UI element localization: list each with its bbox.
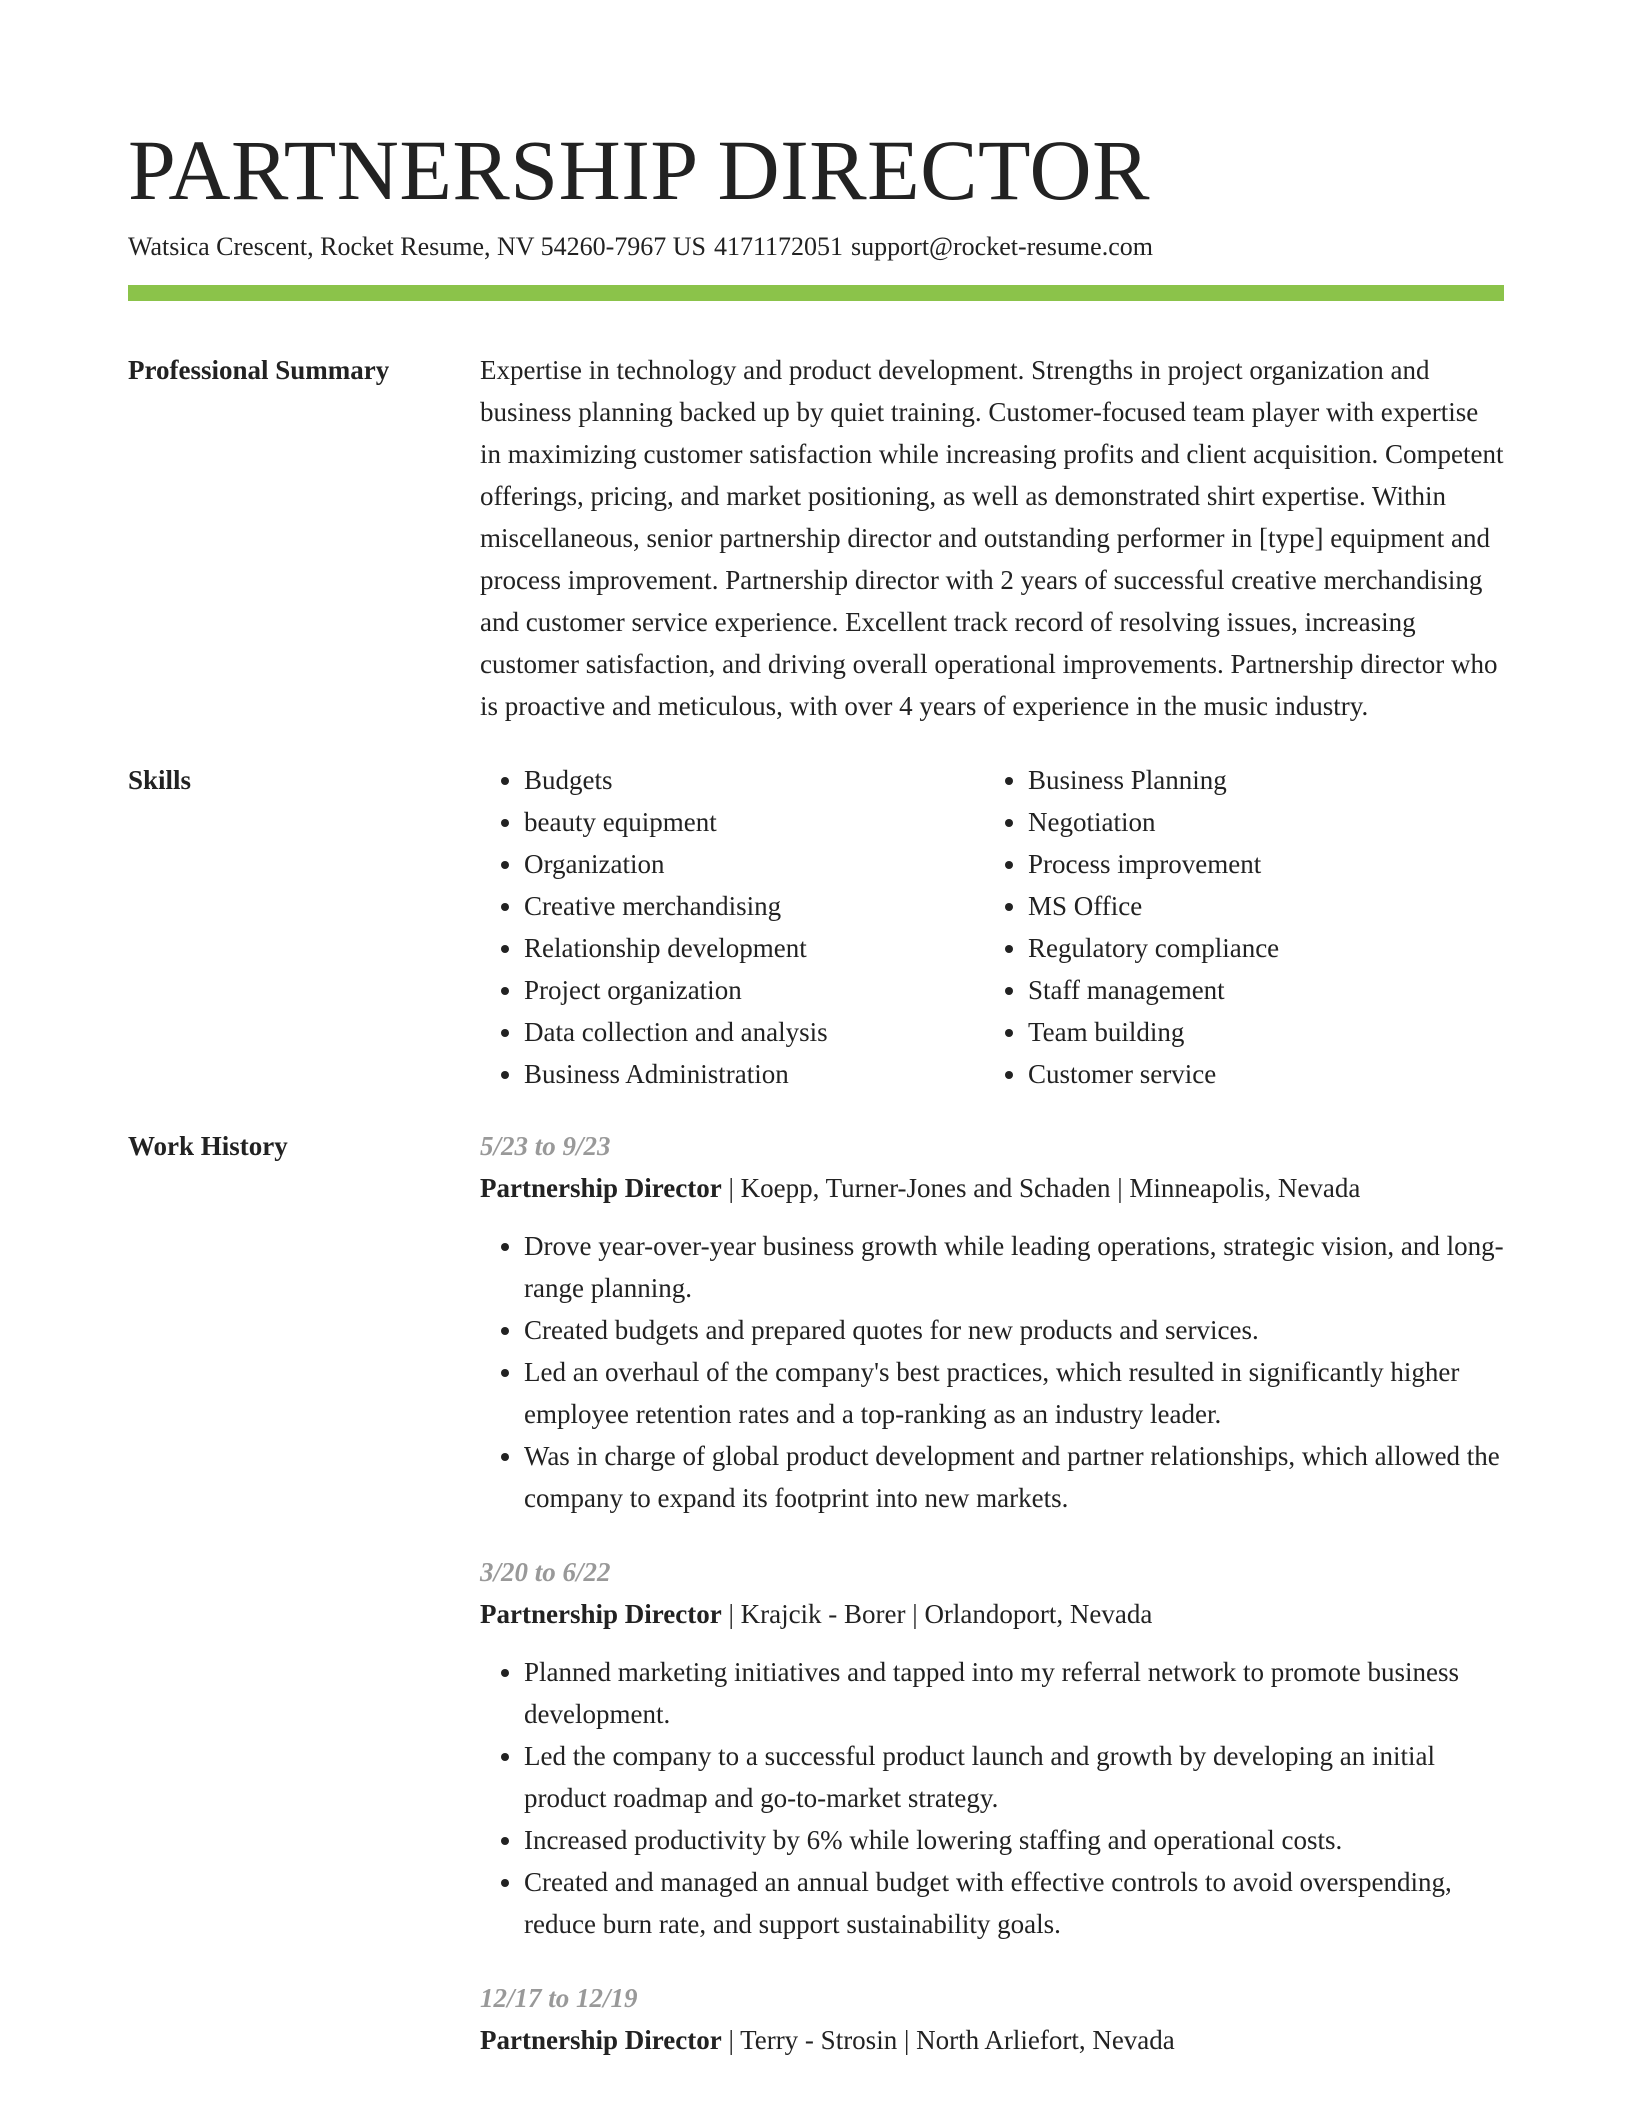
job-bullet: • Created budgets and prepared quotes for new products and services.	[524, 1309, 1504, 1351]
skill-item: • Business Planning	[1028, 759, 1488, 801]
job-entry	[480, 1977, 1504, 2061]
job-bullet: • Planned marketing initiatives and tapped into my referral network to promote business development.	[524, 1651, 1504, 1735]
job-company: Krajcik - Borer	[740, 1599, 906, 1629]
job-separator: |	[912, 1599, 918, 1629]
job-dates: 12/17 to 12/19	[480, 1983, 638, 2013]
job-dates: 5/23 to 9/23	[480, 1131, 611, 1161]
job-location: Minneapolis, Nevada	[1129, 1173, 1361, 1203]
work-history-section	[128, 1125, 1504, 2061]
job-company: Terry - Strosin	[740, 2025, 898, 2055]
job-bullet: • Drove year-over-year business growth while leading operations, strategic vision, and long-range planning.	[524, 1225, 1504, 1309]
skill-item: • Team building	[1028, 1011, 1488, 1053]
job-separator: |	[728, 1599, 734, 1629]
skills-list-right	[984, 759, 1488, 1095]
job-separator: |	[903, 2025, 910, 2055]
job-bullet: • Was in charge of global product development and partner relationships, which allowed the company to expand its footprint into new markets.	[524, 1435, 1504, 1519]
job-location: Orlandoport, Nevada	[924, 1599, 1153, 1629]
skill-item: • Regulatory compliance	[1028, 927, 1488, 969]
job-title: Partnership Director	[480, 2025, 722, 2055]
skills-list-left	[480, 759, 984, 1095]
summary-text: Expertise in technology and product development. Strengths in project organization and business planning backed up by quiet training. Customer-focused team player with expertise in maximizing customer satisfaction while increasing profits and client acquisition. Competent offerings, pricing, and market positioning, as well as demonstrated shirt expertise. Within miscellaneous, senior partnership director and outstanding performer in [type] equipment and process improvement. Partnership director with 2 years of successful creative merchandising and customer service experience. Excellent track record of resolving issues, increasing customer satisfaction, and driving overall operational improvements. Partnership director who is proactive and meticulous, with over 4 years of experience in the music industry.	[480, 355, 1504, 721]
skill-item: • MS Office	[1028, 885, 1488, 927]
contact-address: Watsica Crescent, Rocket Resume, NV 54260-7967 US	[128, 232, 706, 261]
job-separator: |	[728, 1173, 734, 1203]
job-title-line	[480, 1167, 1504, 1209]
skill-item: • Process improvement	[1028, 843, 1488, 885]
skill-item: • Budgets	[524, 759, 984, 801]
skill-item: • beauty equipment	[524, 801, 984, 843]
resume-title: PARTNERSHIP DIRECTOR	[128, 122, 1150, 218]
work-history-heading: Work History	[128, 1131, 288, 1161]
skill-item: • Creative merchandising	[524, 885, 984, 927]
contact-email: support@rocket-resume.com	[851, 232, 1153, 261]
job-bullet: • Led an overhaul of the company's best practices, which resulted in significantly higher employee retention rates and a top-ranking as an industry leader.	[524, 1351, 1504, 1435]
skill-item: • Negotiation	[1028, 801, 1488, 843]
skill-item: • Relationship development	[524, 927, 984, 969]
header-divider	[128, 285, 1504, 301]
job-title-line	[480, 2019, 1504, 2061]
skill-item: • Staff management	[1028, 969, 1488, 1011]
job-company: Koepp, Turner-Jones and Schaden	[740, 1173, 1111, 1203]
contact-line	[128, 230, 1504, 264]
job-bullets	[480, 1225, 1504, 1519]
job-location: North Arliefort, Nevada	[916, 2025, 1175, 2055]
job-bullet: • Led the company to a successful product launch and growth by developing an initial product roadmap and go-to-market strategy.	[524, 1735, 1504, 1819]
skill-item: • Project organization	[524, 969, 984, 1011]
job-entry	[480, 1551, 1504, 1945]
job-title: Partnership Director	[480, 1599, 722, 1629]
skills-section	[128, 759, 1504, 1095]
skill-item: • Business Administration	[524, 1053, 984, 1095]
job-title-line	[480, 1593, 1504, 1635]
job-bullets	[480, 1651, 1504, 1945]
skill-item: • Organization	[524, 843, 984, 885]
skills-heading: Skills	[128, 765, 192, 795]
skill-item: • Data collection and analysis	[524, 1011, 984, 1053]
resume-page	[128, 120, 1504, 2061]
job-dates: 3/20 to 6/22	[480, 1557, 611, 1587]
skill-item: • Customer service	[1028, 1053, 1488, 1095]
job-bullet: • Increased productivity by 6% while lowering staffing and operational costs.	[524, 1819, 1504, 1861]
job-entry	[480, 1125, 1504, 1519]
job-bullet: • Created and managed an annual budget with effective controls to avoid overspending, reduce burn rate, and support sustainability goals.	[524, 1861, 1504, 1945]
summary-section	[128, 349, 1504, 727]
summary-heading: Professional Summary	[128, 355, 390, 385]
job-title: Partnership Director	[480, 1173, 722, 1203]
job-separator: |	[1117, 1173, 1123, 1203]
job-separator: |	[728, 2025, 734, 2055]
contact-phone: 4171172051	[714, 232, 844, 261]
